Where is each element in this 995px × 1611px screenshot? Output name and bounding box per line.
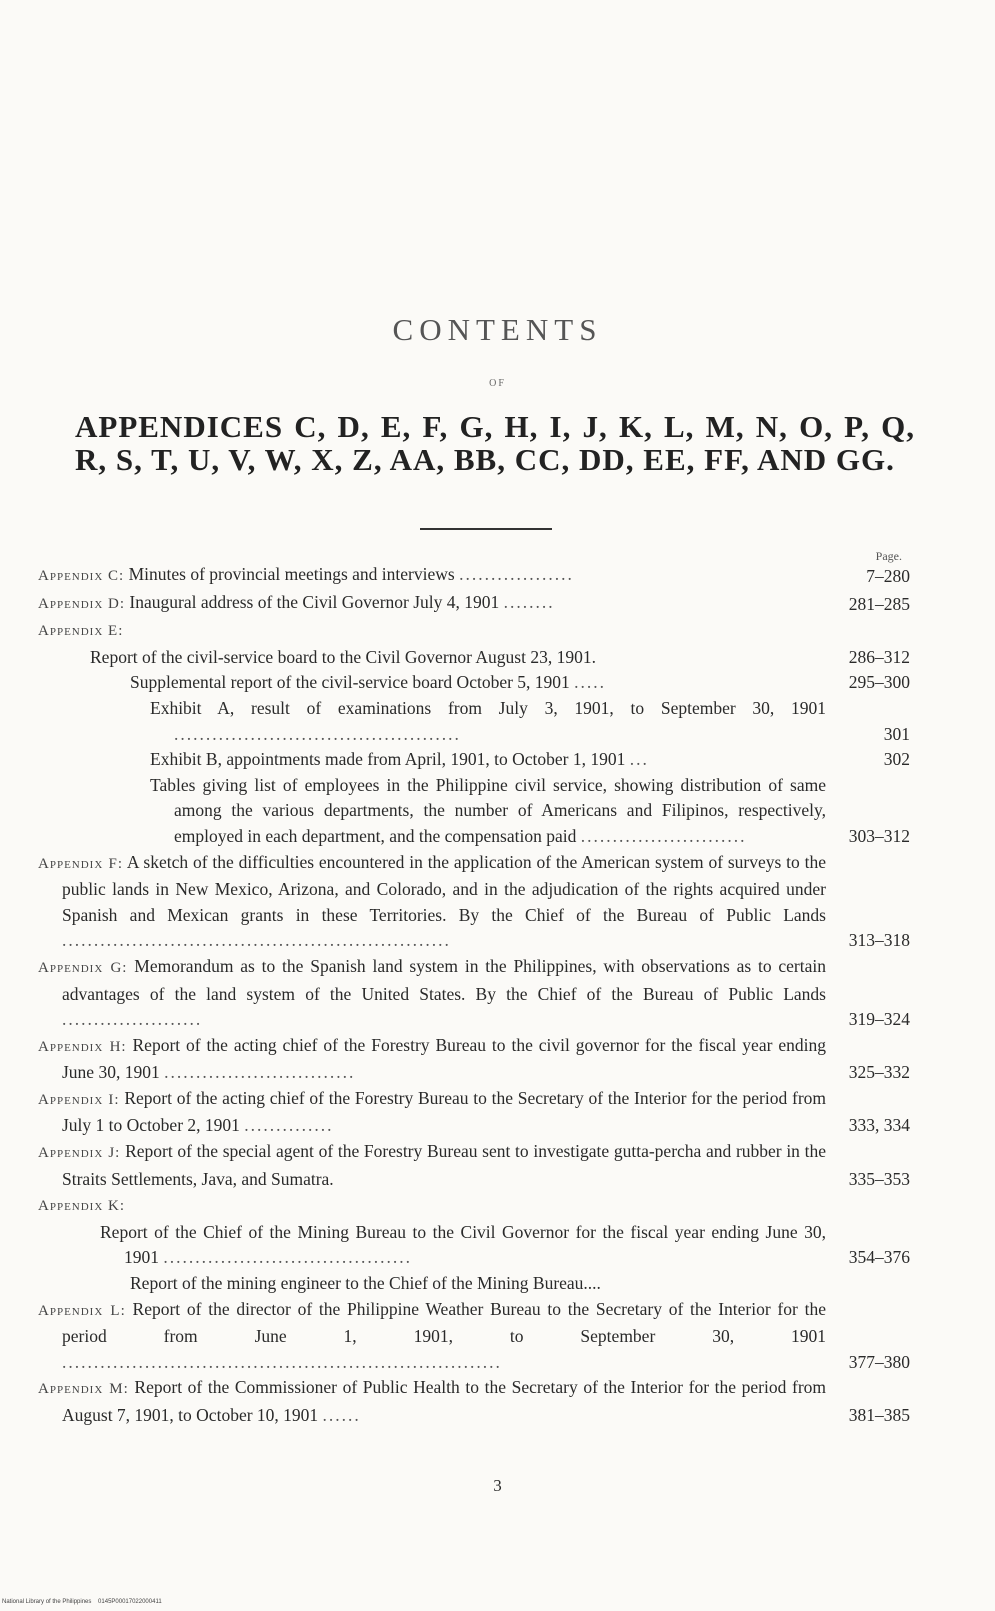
- entry-label: Appendix D:: [38, 595, 126, 612]
- page-column-header: Page.: [875, 549, 902, 563]
- leader-dots: ........: [503, 591, 555, 612]
- leader-dots: .......................................: [163, 1247, 412, 1268]
- toc-subentry: [38, 670, 910, 696]
- entry-pages: 333, 334: [848, 1115, 910, 1136]
- entry-pages: 319–324: [848, 1009, 910, 1030]
- entry-label: Appendix H:: [38, 1038, 127, 1055]
- entry-label: Appendix J:: [38, 1145, 121, 1162]
- entry-pages: 354–376: [848, 1247, 910, 1268]
- entry-label: Appendix F:: [38, 855, 124, 872]
- entry-text: Exhibit A, result of examinations from July 3, 1901, to September 30, 1901: [150, 697, 826, 718]
- leader-dots: .............................................: [174, 723, 461, 744]
- leader-dots: ......: [322, 1405, 361, 1425]
- entry-label: Appendix C:: [38, 568, 125, 584]
- entry-label: Appendix G:: [38, 959, 128, 976]
- entry-pages: 295–300: [848, 672, 910, 693]
- entry-label: Appendix M:: [38, 1381, 129, 1398]
- entry-pages: 335–353: [848, 1168, 910, 1189]
- toc-entry-appendix-e: [38, 617, 910, 645]
- entry-text: Inaugural address of the Civil Governor July 4, 1901: [129, 591, 500, 612]
- toc-entry-appendix-m: [38, 1375, 910, 1428]
- entry-text: Report of the Commissioner of Public Health to the Secretary of the Interior for the period from August 7, 1901, to October 10, 1901: [62, 1377, 827, 1425]
- toc-entry-appendix-i: [38, 1086, 910, 1139]
- contents-heading: CONTENTS: [392, 312, 603, 347]
- leader-dots: ...: [629, 749, 649, 770]
- toc-subentry: [38, 773, 910, 850]
- entry-text: Report of the special agent of the Forestry Bureau sent to investigate gutta-percha and rubber in the Straits Settlements, Java, and Sumatra.: [62, 1141, 826, 1189]
- toc-entry-appendix-l: [38, 1297, 910, 1376]
- entry-pages: 313–318: [848, 930, 910, 951]
- leader-dots: ......................: [62, 1009, 203, 1030]
- entry-pages: 281–285: [848, 593, 910, 614]
- toc-entry-appendix-h: [38, 1033, 910, 1086]
- toc-entry-appendix-g: [38, 954, 910, 1033]
- entry-text: Minutes of provincial meetings and interviews: [128, 564, 455, 584]
- entry-text: Memorandum as to the Spanish land system in the Philippines, with observations as to certain advantages of the land system of the United States. By the Chief of the Bureau of Public Lands: [62, 955, 826, 1004]
- entry-pages: 301: [883, 723, 910, 744]
- entry-text: Report of the director of the Philippine Weather Bureau to the Secretary of the Interior for the period from June 1, 1901, to September 30, 1901: [62, 1298, 826, 1347]
- entry-pages: 302: [883, 749, 910, 770]
- entry-pages: 7–280: [866, 566, 910, 586]
- entry-text: Tables giving list of employees in the Philippine civil service, showing distribution of same among the various departments, the number of Americans and Filipinos, respectively, employed in each department, and the compensation paid: [150, 774, 826, 846]
- entry-label: Appendix K:: [38, 1198, 126, 1215]
- leader-dots: .....................................................................: [62, 1351, 502, 1372]
- entry-label: Appendix I:: [38, 1091, 120, 1108]
- leader-dots: .....: [574, 672, 607, 693]
- toc-subentry: [38, 696, 910, 747]
- entry-pages: 381–385: [848, 1405, 910, 1425]
- leader-dots: ..............................: [164, 1062, 356, 1083]
- toc-entry-appendix-j: [38, 1139, 910, 1192]
- entry-pages: 303–312: [848, 825, 910, 846]
- leader-dots: ..................: [459, 564, 574, 584]
- toc-subentry: [38, 1271, 910, 1297]
- toc-entry-appendix-c: [38, 562, 910, 590]
- entry-text: A sketch of the difficulties encountered in the application of the American system of surveys to the public lands in New Mexico, Arizona, and Colorado, and in the adjudication of the rights acquired under Spanish and Mexican grants in these Territories. By the Chief of the Bureau of Public Lands: [62, 851, 826, 925]
- toc-subentry: [38, 747, 910, 773]
- toc-subentry: [38, 645, 910, 671]
- entry-text: Report of the mining engineer to the Chief of the Mining Bureau....: [130, 1273, 601, 1294]
- entry-text: Report of the civil-service board to the Civil Governor August 23, 1901.: [90, 646, 596, 667]
- leader-dots: ..............: [244, 1115, 334, 1136]
- entry-text: Supplemental report of the civil-service board October 5, 1901: [130, 672, 570, 693]
- toc-entry-appendix-d: [38, 590, 910, 618]
- entry-label: Appendix E:: [38, 623, 124, 640]
- leader-dots: .............................................................: [62, 930, 451, 951]
- entry-text: Report of the acting chief of the Forestry Bureau to the civil governor for the fiscal year ending June 30, 1901: [62, 1034, 826, 1083]
- page-number: 3: [493, 1476, 502, 1495]
- appendices-title: APPENDICES C, D, E, F, G, H, I, J, K, L, M, N, O, P, Q, R, S, T, U, V, W, X, Z, AA, BB, CC, DD, EE, FF, AND GG.: [75, 409, 915, 477]
- title-divider: [420, 528, 552, 530]
- entry-pages: 377–380: [848, 1351, 910, 1372]
- table-of-contents: [38, 550, 910, 1429]
- toc-subentry: [38, 1220, 910, 1271]
- scan-footer: National Library of the Philippines 0145P00017022000411: [2, 1599, 162, 1605]
- entry-pages: 325–332: [848, 1062, 910, 1083]
- entry-label: Appendix L:: [38, 1302, 126, 1319]
- entry-pages: 286–312: [848, 646, 910, 667]
- entry-text: Report of the acting chief of the Forestry Bureau to the Secretary of the Interior for the period from July 1 to October 2, 1901: [62, 1087, 827, 1136]
- toc-entry-appendix-k: [38, 1192, 910, 1220]
- entry-text: Report of the Chief of the Mining Bureau to the Civil Governor for the fiscal year ending June 30, 1901: [100, 1221, 826, 1268]
- toc-entry-appendix-f: [38, 850, 910, 954]
- leader-dots: ..........................: [580, 825, 747, 846]
- entry-text: Exhibit B, appointments made from April, 1901, to October 1, 1901: [150, 749, 626, 770]
- of-label: OF: [489, 378, 506, 389]
